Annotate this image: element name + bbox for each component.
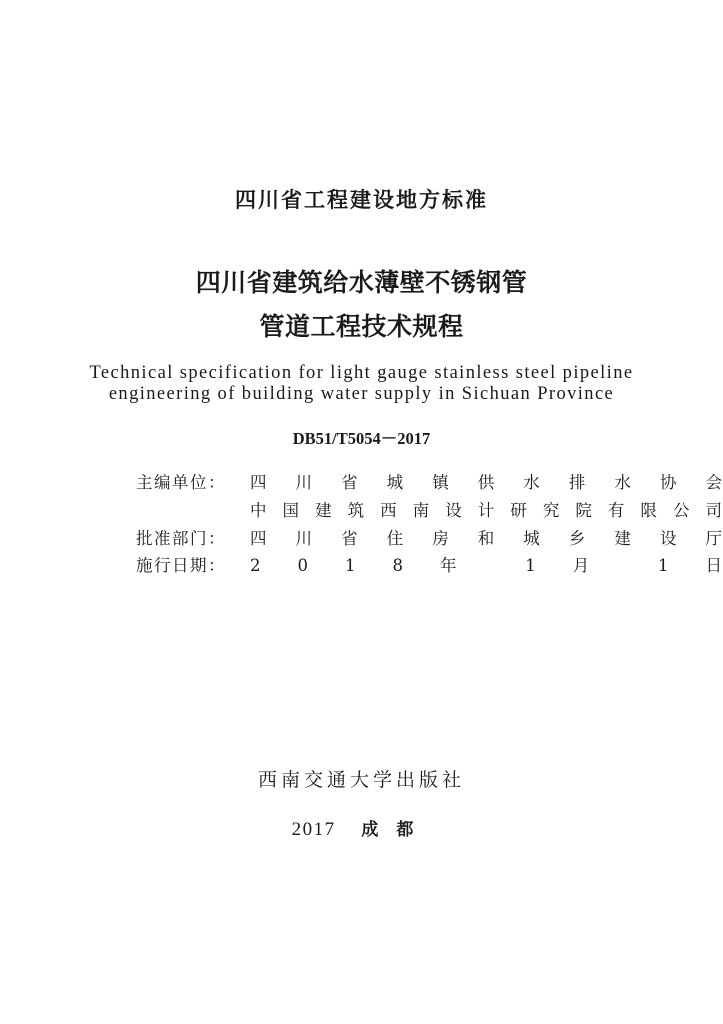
approval-label: 批准部门： xyxy=(136,529,226,548)
standard-code: DB51/T5054－2017 xyxy=(292,429,431,448)
approval-department: 四川省住房和城乡建设厅 xyxy=(250,529,722,548)
document-title-line-2: 管道工程技术规程 xyxy=(259,312,464,341)
editor-organization-1: 四川省城镇供水排水协会 xyxy=(250,473,722,492)
english-title-line-1: Technical specification for light gauge stainless steel pipeline xyxy=(89,363,634,383)
document-title-line-1: 四川省建筑给水薄壁不锈钢管 xyxy=(195,268,528,297)
editor-label: 主编单位： xyxy=(136,473,226,492)
imprint-line xyxy=(0,815,723,841)
imprint-city: 成都 xyxy=(361,820,432,840)
english-title-line-2: engineering of building water supply in Sichuan Province xyxy=(108,384,615,404)
standard-series: 四川省工程建设地方标准 xyxy=(235,188,488,212)
publisher-name: 西南交通大学出版社 xyxy=(257,769,465,791)
imprint-year: 2017 xyxy=(291,819,336,840)
effective-date-label: 施行日期： xyxy=(136,556,226,575)
effective-date-value: 2 0 1 8 年 1 月 1 日 xyxy=(250,556,722,575)
editor-organization-2: 中国建筑西南设计研究院有限公司 xyxy=(250,501,722,520)
